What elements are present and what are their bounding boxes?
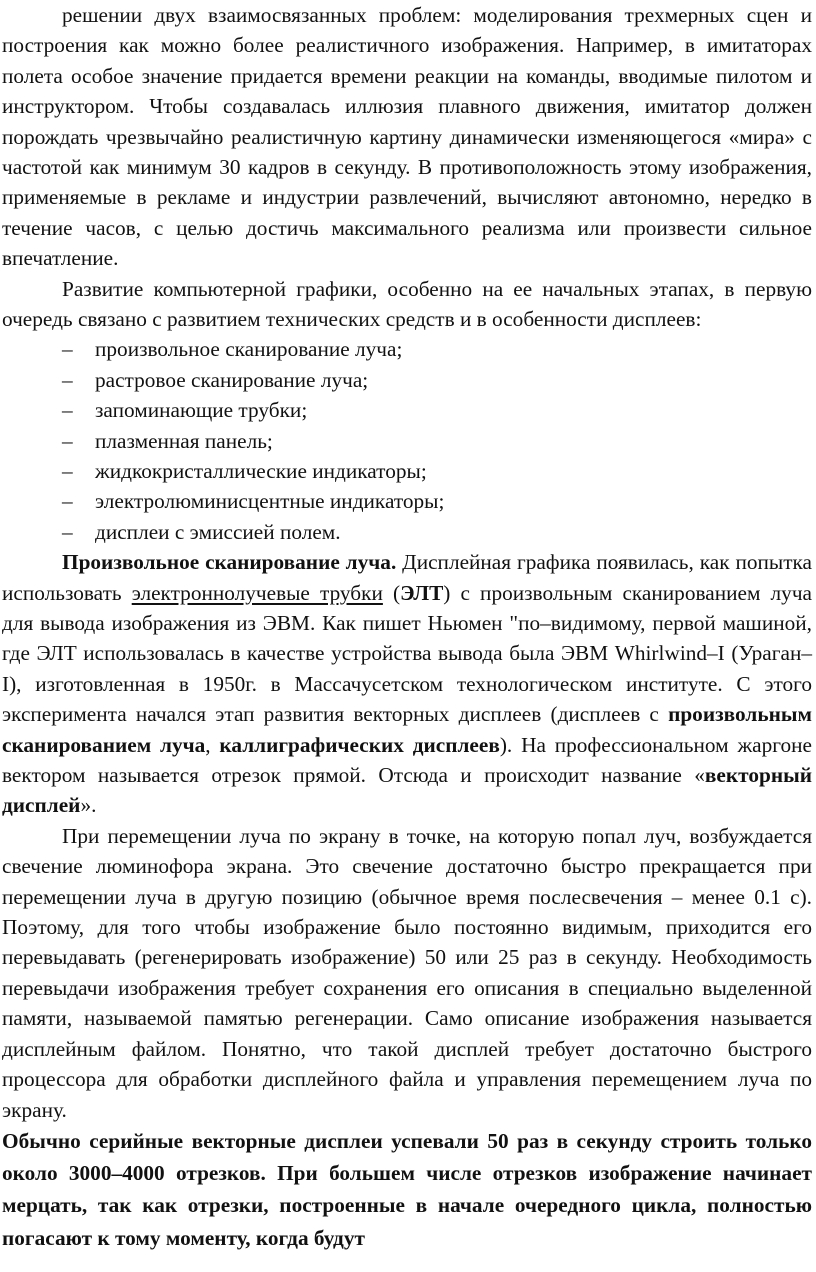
term-random-scan: произвольным сканированием луча	[2, 702, 812, 757]
paragraph-text: (	[382, 580, 401, 605]
term-vector-display: векторный дисплей	[2, 763, 812, 818]
list-item-text: жидкокристаллические индикаторы;	[95, 459, 427, 484]
list-item	[2, 456, 812, 486]
paragraph-text: ). На профессиональном жаргоне вектором называется отрезок прямой. Отсюда и происходит название «	[2, 732, 812, 788]
list-dash: –	[62, 428, 73, 453]
paragraph-bold-conclusion	[2, 1125, 812, 1254]
list-item	[2, 426, 812, 456]
paragraph-text: ,	[205, 732, 220, 757]
list-item	[2, 395, 812, 425]
paragraph-text: Дисплейная графика появилась, как попытка использовать	[2, 550, 812, 605]
list-item	[2, 365, 812, 395]
paragraph-text: ) с произвольным сканированием луча для вывода изображения из ЭВМ. Как пишет Ньюмен "по–видимому, первой машиной, где ЭЛТ использовалась в качестве устройства вывода была ЭВМ Whirlwind–I (Ураган–I), изготовленная в 1950г. в Массачусетском технологическом институте. С этого эксперимента начался этап развития векторных дисплеев (дисплеев с	[2, 580, 812, 727]
paragraph-text: ».	[80, 793, 97, 818]
list-item-text: плазменная панель;	[95, 428, 273, 453]
paragraph-development	[2, 274, 812, 335]
list-item	[2, 334, 812, 364]
list-item-text: запоминающие трубки;	[95, 398, 308, 423]
list-item-text: произвольное сканирование луча;	[95, 337, 403, 362]
list-dash: –	[62, 489, 73, 514]
section-heading: Произвольное сканирование луча.	[62, 550, 397, 575]
list-dash: –	[62, 398, 73, 423]
list-item	[2, 517, 812, 547]
paragraph-random-scan	[2, 547, 812, 821]
list-dash: –	[62, 459, 73, 484]
paragraph-intro	[2, 0, 812, 274]
list-item-text: электролюминисцентные индикаторы;	[95, 489, 445, 514]
crt-link[interactable]: электроннолучевые трубки	[131, 580, 383, 605]
display-types-list	[2, 334, 812, 547]
list-dash: –	[62, 367, 73, 392]
list-item-text: растровое сканирование луча;	[95, 367, 369, 392]
list-item	[2, 486, 812, 516]
paragraph-intro-text: решении двух взаимосвязанных проблем: моделирования трехмерных сцен и построения как можно более реалистичного изображения. Например, в имитаторах полета особое значение придается времени реакции на команды, вводимые пилотом и инструктором. Чтобы создавалась иллюзия плавного движения, имитатор должен порождать чрезвычайно реалистичную картину динамически изменяющегося «мира» с частотой как минимум 30 кадров в секунду. В противоположность этому изображения, применяемые в рекламе и индустрии развлечений, вычисляют автономно, нередко в течение часов, с целью достичь максимального реализма или произвести сильное впечатление.	[2, 3, 812, 271]
list-item-text: дисплеи с эмиссией полем.	[95, 519, 341, 544]
list-dash: –	[62, 337, 73, 362]
paragraph-bold-conclusion-text: Обычно серийные векторные дисплеи успевали 50 раз в секунду строить только около 3000–4000 отрезков. При большем числе отрезков изображение начинает мерцать, так как отрезки, построенные в начале очередного цикла, полностью погасают к тому моменту, когда будут	[2, 1128, 812, 1250]
paragraph-beam-movement-text: При перемещении луча по экрану в точке, на которую попал луч, возбуждается свечение люминофора экрана. Это свечение достаточно быстро прекращается при перемещении луча в другую позицию (обычное время послесвечения – менее 0.1 с). Поэтому, для того чтобы изображение было постоянно видимым, приходится его перевыдавать (регенерировать изображение) 50 или 25 раз в секунду. Необходимость перевыдачи изображения требует сохранения его описания в специально выделенной памяти, называемой памятью регенерации. Само описание изображения называется дисплейным файлом. Понятно, что такой дисплей требует достаточно быстрого процессора для обработки дисплейного файла и управления перемещением луча по экрану.	[2, 823, 812, 1122]
crt-abbreviation: ЭЛТ	[400, 580, 444, 605]
term-calligraphic: каллиграфических дисплеев	[219, 732, 500, 757]
paragraph-development-text: Развитие компьютерной графики, особенно на ее начальных этапах, в первую очередь связано с развитием технических средств и в особенности дисплеев:	[2, 276, 812, 332]
paragraph-beam-movement	[2, 821, 812, 1125]
list-dash: –	[62, 519, 73, 544]
